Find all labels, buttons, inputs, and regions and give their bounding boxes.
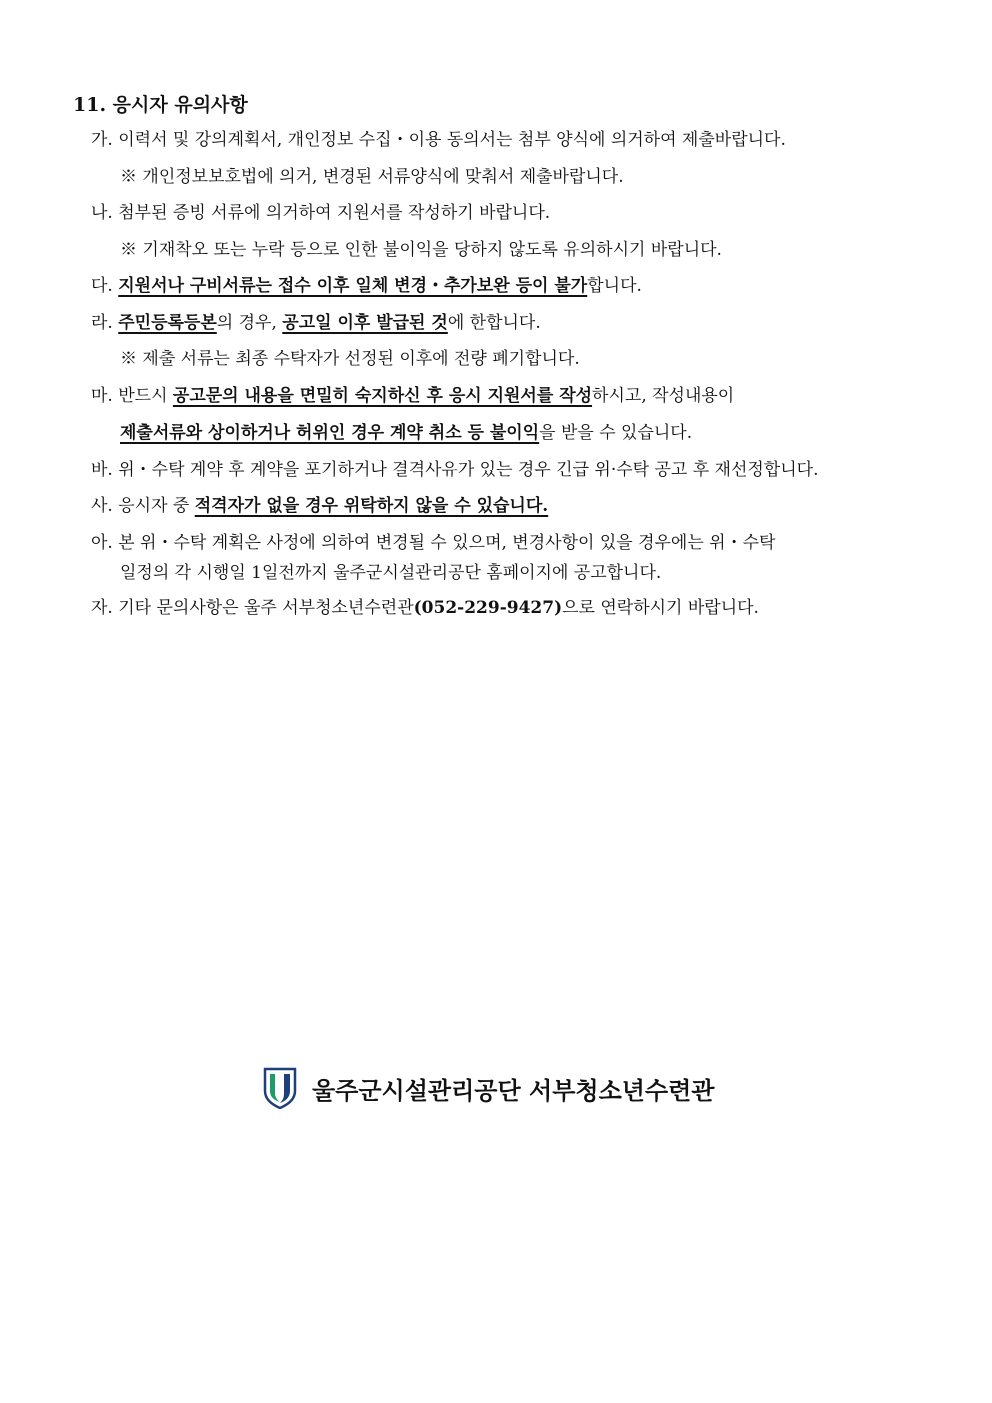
item-da [91, 274, 642, 298]
item-ga: 가. 이력서 및 강의계획서, 개인정보 수집・이용 동의서는 첨부 양식에 의거하여 제출바랍니다. [91, 130, 786, 150]
item-ma-continued [120, 421, 692, 445]
item-ra-suffix: 에 한합니다. [447, 313, 541, 333]
item-da-prefix: 다. [91, 276, 119, 296]
item-ma-suffix: 하시고, 작성내용이 [592, 386, 735, 406]
item-ja [91, 596, 759, 620]
item-ra-prefix: 라. [91, 313, 119, 333]
contact-phone: (052-229-9427) [413, 598, 563, 618]
item-ba: 바. 위・수탁 계약 후 계약을 포기하거나 결격사유가 있는 경우 긴급 위·수탁 공고 후 재선정합니다. [91, 460, 819, 480]
item-sa-prefix: 사. 응시자 중 [91, 496, 195, 516]
item-a: 아. 본 위・수탁 계획은 사정에 의하여 변경될 수 있으며, 변경사항이 있을 경우에는 위・수탁 [91, 533, 776, 553]
item-ja-prefix: 자. 기타 문의사항은 울주 서부청소년수련관 [91, 598, 414, 618]
item-da-emphasis: 지원서나 구비서류는 접수 이후 일체 변경・추가보완 등이 불가 [118, 276, 588, 296]
item-sa-emphasis: 적격자가 없을 경우 위탁하지 않을 수 있습니다. [194, 496, 549, 516]
footer-organization [262, 1066, 714, 1110]
shield-logo-icon [262, 1067, 298, 1109]
item-na: 나. 첨부된 증빙 서류에 의거하여 지원서를 작성하기 바랍니다. [91, 203, 551, 223]
item-a-continued: 일정의 각 시행일 1일전까지 울주군시설관리공단 홈페이지에 공고합니다. [120, 563, 662, 583]
item-ra-emphasis-2: 공고일 이후 발급된 것 [282, 313, 448, 333]
section-heading: 11. 응시자 유의사항 [73, 94, 248, 116]
item-sa [91, 494, 548, 518]
item-ga-note: ※ 개인정보보호법에 의거, 변경된 서류양식에 맞춰서 제출바랍니다. [120, 167, 624, 187]
item-ma-emphasis: 공고문의 내용을 면밀히 숙지하신 후 응시 지원서를 작성 [172, 386, 593, 406]
item-ja-suffix: 으로 연락하시기 바랍니다. [562, 598, 759, 618]
organization-name: 울주군시설관리공단 서부청소년수련관 [312, 1075, 715, 1105]
item-ra-emphasis-1: 주민등록등본 [118, 313, 217, 333]
item-da-suffix: 합니다. [587, 276, 642, 296]
item-na-note: ※ 기재착오 또는 누락 등으로 인한 불이익을 당하지 않도록 유의하시기 바랍니다. [120, 240, 722, 260]
item-ma-prefix: 마. 반드시 [91, 386, 173, 406]
item-ma2-suffix: 을 받을 수 있습니다. [539, 423, 693, 443]
item-ra [91, 311, 541, 335]
item-ra-note: ※ 제출 서류는 최종 수탁자가 선정된 이후에 전량 폐기합니다. [120, 349, 580, 369]
item-ma2-emphasis: 제출서류와 상이하거나 허위인 경우 계약 취소 등 불이익 [120, 423, 540, 443]
item-ma [91, 384, 734, 408]
item-ra-mid: 의 경우, [216, 313, 283, 333]
